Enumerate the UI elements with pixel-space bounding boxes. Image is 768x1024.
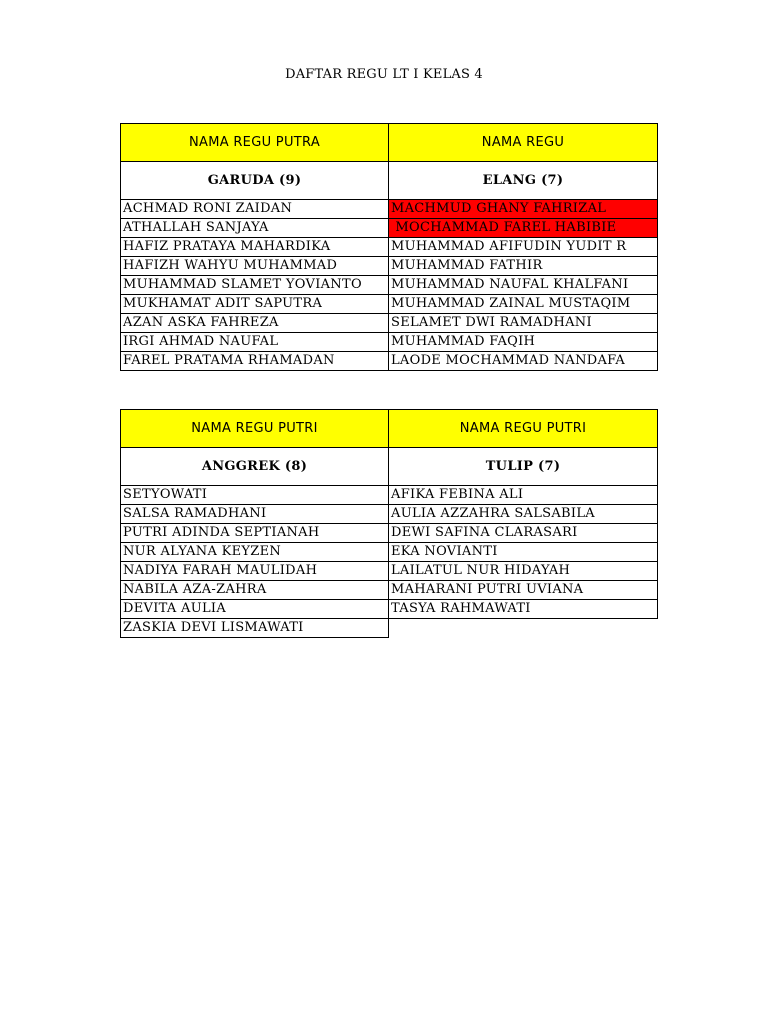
member-cell: ATHALLAH SANJAYA: [121, 219, 389, 238]
member-cell: ZASKIA DEVI LISMAWATI: [121, 619, 389, 638]
table-row: [121, 543, 658, 562]
member-cell: AFIKA FEBINA ALI: [389, 486, 658, 505]
table-row: [121, 238, 658, 257]
member-cell: FAREL PRATAMA RHAMADAN: [121, 352, 389, 371]
member-cell: NUR ALYANA KEYZEN: [121, 543, 389, 562]
member-cell: IRGI AHMAD NAUFAL: [121, 333, 389, 352]
group-name-row: [121, 448, 658, 486]
table-row: [121, 257, 658, 276]
table-row: [121, 619, 658, 638]
member-cell: MUHAMMAD FATHIR: [389, 257, 658, 276]
member-cell: MAHARANI PUTRI UVIANA: [389, 581, 658, 600]
table-row: [121, 562, 658, 581]
header-row: [121, 124, 658, 162]
regu-putra-table: [120, 123, 658, 371]
table-row: [121, 524, 658, 543]
member-cell: MUHAMMAD SLAMET YOVIANTO: [121, 276, 389, 295]
member-cell: NABILA AZA-ZAHRA: [121, 581, 389, 600]
member-cell: MUHAMMAD ZAINAL MUSTAQIM: [389, 295, 658, 314]
member-cell: AZAN ASKA FAHREZA: [121, 314, 389, 333]
member-cell: MUHAMMAD FAQIH: [389, 333, 658, 352]
group-name-garuda: GARUDA (9): [121, 162, 389, 200]
member-cell: HAFIZ PRATAYA MAHARDIKA: [121, 238, 389, 257]
member-cell: EKA NOVIANTI: [389, 543, 658, 562]
member-cell: SALSA RAMADHANI: [121, 505, 389, 524]
member-cell: LAILATUL NUR HIDAYAH: [389, 562, 658, 581]
member-cell: ACHMAD RONI ZAIDAN: [121, 200, 389, 219]
header-row: [121, 410, 658, 448]
member-cell: PUTRI ADINDA SEPTIANAH: [121, 524, 389, 543]
member-cell-highlighted: MOCHAMMAD FAREL HABIBIE: [389, 219, 658, 238]
member-cell: TASYA RAHMAWATI: [389, 600, 658, 619]
page-title: DAFTAR REGU LT I KELAS 4: [285, 67, 483, 82]
member-cell-highlighted: MACHMUD GHANY FAHRIZAL: [389, 200, 658, 219]
empty-cell: [389, 619, 658, 638]
table-row: [121, 200, 658, 219]
member-cell: MUHAMMAD NAUFAL KHALFANI: [389, 276, 658, 295]
member-cell: DEVITA AULIA: [121, 600, 389, 619]
member-cell: SETYOWATI: [121, 486, 389, 505]
member-cell: NADIYA FARAH MAULIDAH: [121, 562, 389, 581]
regu-putri-table: [120, 409, 658, 638]
group-name-row: [121, 162, 658, 200]
table-row: [121, 581, 658, 600]
group-name-tulip: TULIP (7): [389, 448, 658, 486]
column-header: NAMA REGU: [389, 124, 658, 162]
member-cell: DEWI SAFINA CLARASARI: [389, 524, 658, 543]
member-cell: HAFIZH WAHYU MUHAMMAD: [121, 257, 389, 276]
column-header: NAMA REGU PUTRA: [121, 124, 389, 162]
member-cell: LAODE MOCHAMMAD NANDAFA: [389, 352, 658, 371]
group-name-anggrek: ANGGREK (8): [121, 448, 389, 486]
table-row: [121, 333, 658, 352]
member-cell: MUHAMMAD AFIFUDIN YUDIT R: [389, 238, 658, 257]
member-cell: AULIA AZZAHRA SALSABILA: [389, 505, 658, 524]
column-header: NAMA REGU PUTRI: [389, 410, 658, 448]
member-cell: MUKHAMAT ADIT SAPUTRA: [121, 295, 389, 314]
column-header: NAMA REGU PUTRI: [121, 410, 389, 448]
table-row: [121, 600, 658, 619]
group-name-elang: ELANG (7): [389, 162, 658, 200]
table-row: [121, 219, 658, 238]
table-row: [121, 314, 658, 333]
table-row: [121, 276, 658, 295]
table-row: [121, 352, 658, 371]
table-row: [121, 486, 658, 505]
table-row: [121, 295, 658, 314]
member-cell: SELAMET DWI RAMADHANI: [389, 314, 658, 333]
table-row: [121, 505, 658, 524]
